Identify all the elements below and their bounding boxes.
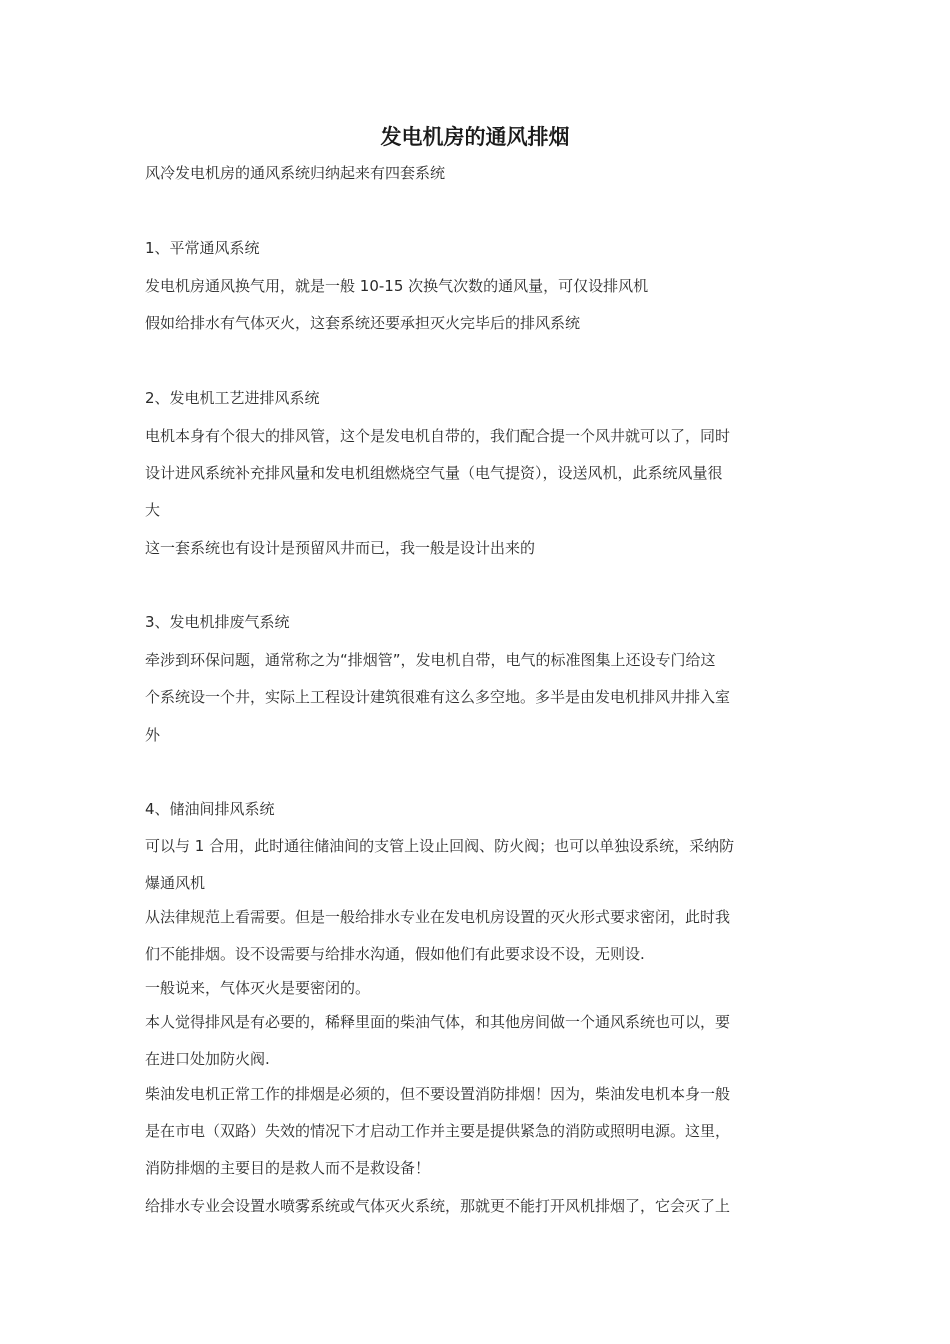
paragraph-line: 可以与 1 合用，此时通往储油间的支管上设止回阀、防火阀；也可以单独设系统，采纳防 [145,837,735,855]
section-heading: 1、平常通风系统 [145,239,260,257]
paragraph-line: 发电机房通风换气用，就是一般 10-15 次换气次数的通风量，可仅设排风机 [145,277,649,295]
paragraph-line: 是在市电（双路）失效的情况下才启动工作并主要是提供紧急的消防或照明电源。这里， [145,1122,731,1140]
paragraph-line: 设计进风系统补充排风量和发电机组燃烧空气量（电气提资），设送风机，此系统风量很 [145,464,723,482]
section-heading: 2、发电机工艺进排风系统 [145,389,320,407]
paragraph-line: 本人觉得排风是有必要的，稀释里面的柴油气体，和其他房间做一个通风系统也可以，要 [145,1013,731,1031]
paragraph-line: 牵涉到环保问题，通常称之为“排烟管”，发电机自带，电气的标准图集上还设专门给这 [145,651,716,669]
paragraph-line: 消防排烟的主要目的是救人而不是救设备！ [145,1159,431,1177]
paragraph-line: 一般说来，气体灭火是要密闭的。 [145,979,371,997]
paragraph-line: 假如给排水有气体灭火，这套系统还要承担灭火完毕后的排风系统 [145,314,581,332]
section-heading: 4、储油间排风系统 [145,800,275,818]
paragraph-line: 大 [145,501,161,519]
document-title: 发电机房的通风排烟 [380,125,570,149]
paragraph-line: 柴油发电机正常工作的排烟是必须的，但不要设置消防排烟！因为，柴油发电机本身一般 [145,1085,731,1103]
paragraph-line: 爆通风机 [145,874,206,892]
paragraph-line: 电机本身有个很大的排风管，这个是发电机自带的，我们配合提一个风井就可以了，同时 [145,427,731,445]
paragraph-line: 个系统设一个井，实际上工程设计建筑很难有这么多空地。多半是由发电机排风井排入室 [145,688,731,706]
paragraph-line: 在进口处加防火阀. [145,1050,270,1068]
section-heading: 3、发电机排废气系统 [145,613,290,631]
intro-line: 风冷发电机房的通风系统归纳起来有四套系统 [145,164,446,182]
paragraph-line: 这一套系统也有设计是预留风井而已，我一般是设计出来的 [145,539,536,557]
paragraph-line: 给排水专业会设置水喷雾系统或气体灭火系统，那就更不能打开风机排烟了，它会灭了上 [145,1197,731,1215]
paragraph-line: 从法律规范上看需要。但是一般给排水专业在发电机房设置的灭火形式要求密闭，此时我 [145,908,731,926]
paragraph-line: 们不能排烟。设不设需要与给排水沟通，假如他们有此要求设不设，无则设. [145,945,645,963]
paragraph-line: 外 [145,726,161,744]
